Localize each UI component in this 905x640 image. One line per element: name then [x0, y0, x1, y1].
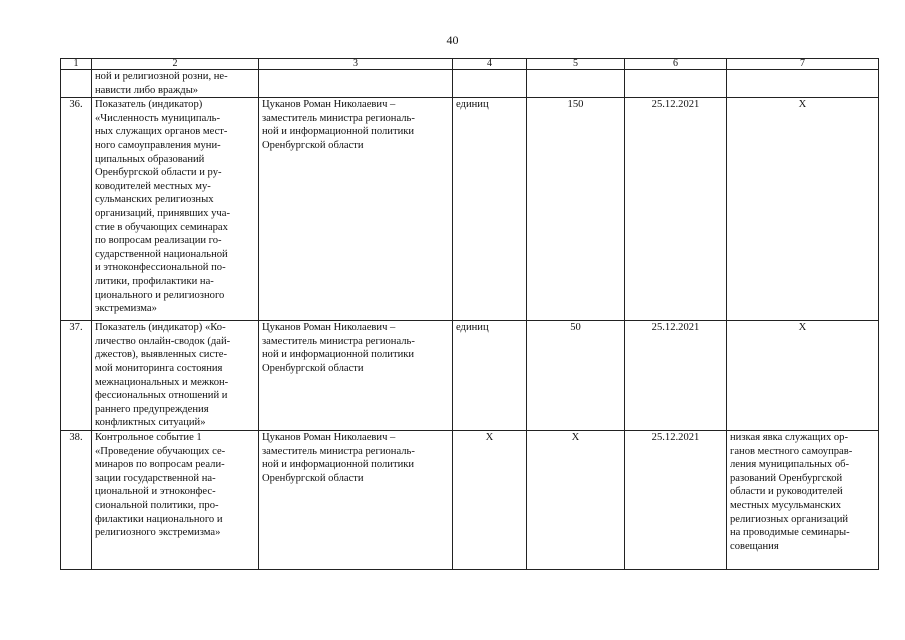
date — [625, 70, 727, 98]
row-number: 37. — [61, 321, 92, 431]
header-col-6: 6 — [625, 59, 727, 70]
plan-table — [60, 58, 879, 570]
date: 25.12.2021 — [625, 430, 727, 569]
page-number: 40 — [446, 33, 459, 47]
unit: Х — [453, 430, 527, 569]
date: 25.12.2021 — [625, 321, 727, 431]
header-col-1: 1 — [61, 59, 92, 70]
header-col-5: 5 — [527, 59, 625, 70]
row-number: 38. — [61, 430, 92, 569]
value: 50 — [527, 321, 625, 431]
unit: единиц — [453, 98, 527, 321]
header-col-7: 7 — [727, 59, 879, 70]
date: 25.12.2021 — [625, 98, 727, 321]
value — [527, 70, 625, 98]
value: 150 — [527, 98, 625, 321]
responsible: Цуканов Роман Николаевич – заместитель министра региональ- ной и информационной политики Оренбургской области — [259, 430, 453, 569]
responsible — [259, 70, 453, 98]
table-row — [61, 70, 879, 98]
risk: низкая явка служащих ор- ганов местного самоуправ- ления муниципальных об- разований Оренбургской области и руководителей местных мусульманских религиозных организаций на проводимые семинары- совещания — [727, 430, 879, 569]
risk: Х — [727, 98, 879, 321]
unit: единиц — [453, 321, 527, 431]
responsible: Цуканов Роман Николаевич – заместитель министра региональ- ной и информационной политики Оренбургской области — [259, 98, 453, 321]
table-row — [61, 98, 879, 321]
row-number — [61, 70, 92, 98]
item-name: Контрольное событие 1 «Проведение обучающих се- минаров по вопросам реали- зации государственной на- циональной и этноконфес- сиональной политики, про- филактики национального и религиозного экстремизма» — [92, 430, 259, 569]
table-row — [61, 321, 879, 431]
header-col-4: 4 — [453, 59, 527, 70]
row-number: 36. — [61, 98, 92, 321]
item-name: ной и религиозной розни, не- нависти либо вражды» — [92, 70, 259, 98]
item-name: Показатель (индикатор) «Численность муниципаль- ных служащих органов мест- ного самоуправления муни- ципальных образований Оренбургской области и ру- ководителей местных му- сульманских религиозных организаций, принявших уча- стие в обучающих семинарах по вопросам реализации го- сударственной национальной и этноконфессиональной по- литики, профилактики на- ционального и религиозного экстремизма» — [92, 98, 259, 321]
header-col-3: 3 — [259, 59, 453, 70]
risk: Х — [727, 321, 879, 431]
unit — [453, 70, 527, 98]
item-name: Показатель (индикатор) «Ко- личество онлайн-сводок (дай- джестов), выявленных систе- мой мониторинга состояния межнациональных и межкон- фессиональных отношений и раннего предупреждения конфликтных ситуаций» — [92, 321, 259, 431]
table-row — [61, 430, 879, 569]
header-row — [61, 59, 879, 70]
header-col-2: 2 — [92, 59, 259, 70]
risk — [727, 70, 879, 98]
responsible: Цуканов Роман Николаевич – заместитель министра региональ- ной и информационной политики Оренбургской области — [259, 321, 453, 431]
value: Х — [527, 430, 625, 569]
